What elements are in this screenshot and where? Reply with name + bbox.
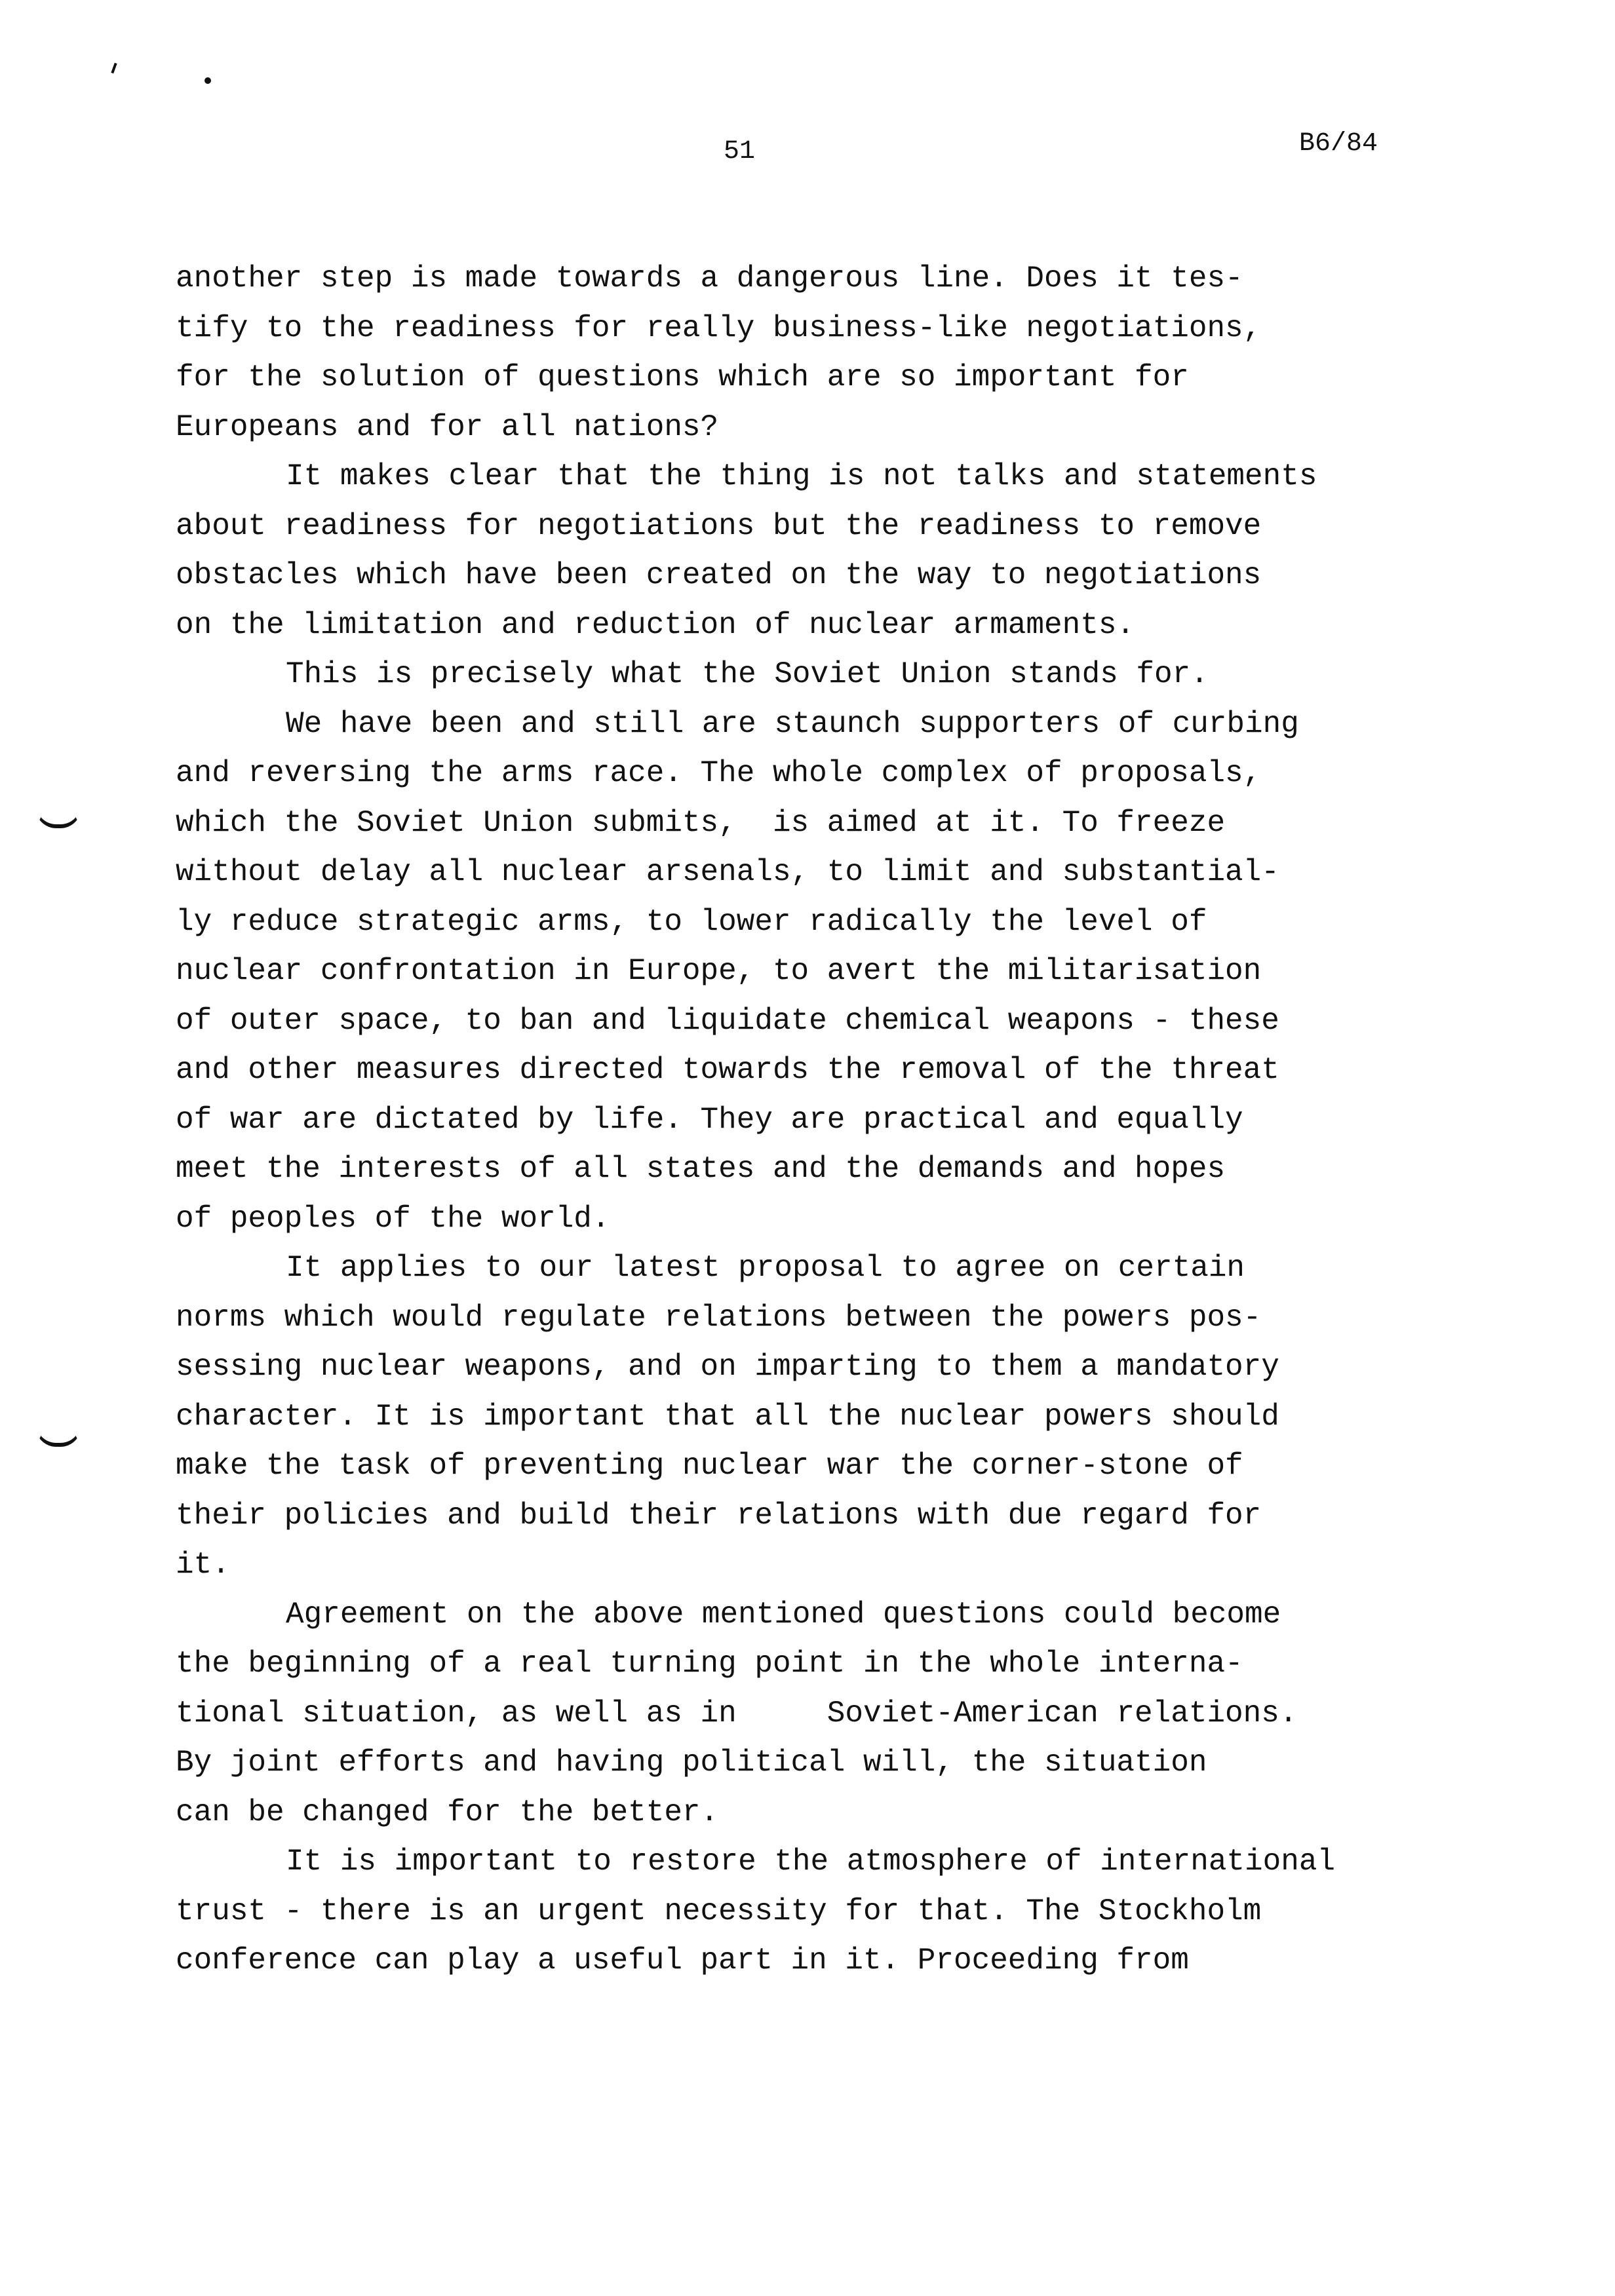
text-line: it. xyxy=(176,1548,230,1582)
text-line: for the solution of questions which are so important for xyxy=(176,360,1189,394)
text-line: obstacles which have been created on the way to negotiations xyxy=(176,558,1262,592)
text-line: without delay all nuclear arsenals, to limit and substantial- xyxy=(176,855,1279,889)
text-line: norms which would regulate relations between the powers pos- xyxy=(176,1300,1262,1335)
text-line: meet the interests of all states and the demands and hopes xyxy=(176,1152,1226,1186)
text-line: another step is made towards a dangerous line. Does it tes- xyxy=(176,261,1243,296)
text-line: It applies to our latest proposal to agree on certain xyxy=(286,1251,1245,1285)
text-line: make the task of preventing nuclear war the corner-stone of xyxy=(176,1449,1243,1483)
punch-hole-mark-upper xyxy=(35,807,81,828)
text-line: their policies and build their relations with due regard for xyxy=(176,1498,1262,1533)
text-line: It makes clear that the thing is not talks and statements xyxy=(286,459,1317,493)
text-line: Agreement on the above mentioned questions could become xyxy=(286,1597,1281,1632)
text-line: and other measures directed towards the removal of the threat xyxy=(176,1053,1279,1087)
text-line: character. It is important that all the nuclear powers should xyxy=(176,1399,1279,1434)
text-line: This is precisely what the Soviet Union stands for. xyxy=(286,657,1209,691)
text-line: on the limitation and reduction of nuclear armaments. xyxy=(176,607,1135,642)
scan-mark-dot xyxy=(204,77,211,84)
page-number: 51 xyxy=(724,137,756,166)
text-line: By joint efforts and having political will, the situation xyxy=(176,1746,1207,1780)
text-line: conference can play a useful part in it. Proceeding from xyxy=(176,1943,1189,1978)
text-line: of war are dictated by life. They are practical and equally xyxy=(176,1102,1243,1137)
document-body xyxy=(176,254,1493,1986)
text-line: trust - there is an urgent necessity for that. The Stockholm xyxy=(176,1894,1262,1928)
text-line: which the Soviet Union submits, is aimed at it. To freeze xyxy=(176,805,1226,840)
text-line: Europeans and for all nations? xyxy=(176,410,719,444)
text-line: the beginning of a real turning point in the whole interna- xyxy=(176,1647,1243,1681)
punch-hole-mark-lower xyxy=(35,1426,81,1447)
text-line: tional situation, as well as in Soviet-American relations. xyxy=(176,1696,1298,1731)
text-line: about readiness for negotiations but the readiness to remove xyxy=(176,508,1262,543)
text-line: of outer space, to ban and liquidate chemical weapons - these xyxy=(176,1003,1279,1038)
text-line: sessing nuclear weapons, and on imparting to them a mandatory xyxy=(176,1350,1279,1384)
text-line: of peoples of the world. xyxy=(176,1201,610,1236)
document-reference: B6/84 xyxy=(1299,129,1378,159)
scan-mark-tick xyxy=(111,63,117,73)
text-line: We have been and still are staunch supporters of curbing xyxy=(286,706,1299,741)
text-line: It is important to restore the atmosphere of international xyxy=(286,1845,1336,1879)
text-line: tify to the readiness for really business-like negotiations, xyxy=(176,311,1262,345)
text-line: ly reduce strategic arms, to lower radically the level of xyxy=(176,904,1207,939)
text-line: can be changed for the better. xyxy=(176,1795,719,1829)
text-line: and reversing the arms race. The whole complex of proposals, xyxy=(176,756,1262,790)
text-line: nuclear confrontation in Europe, to avert the militarisation xyxy=(176,954,1262,988)
